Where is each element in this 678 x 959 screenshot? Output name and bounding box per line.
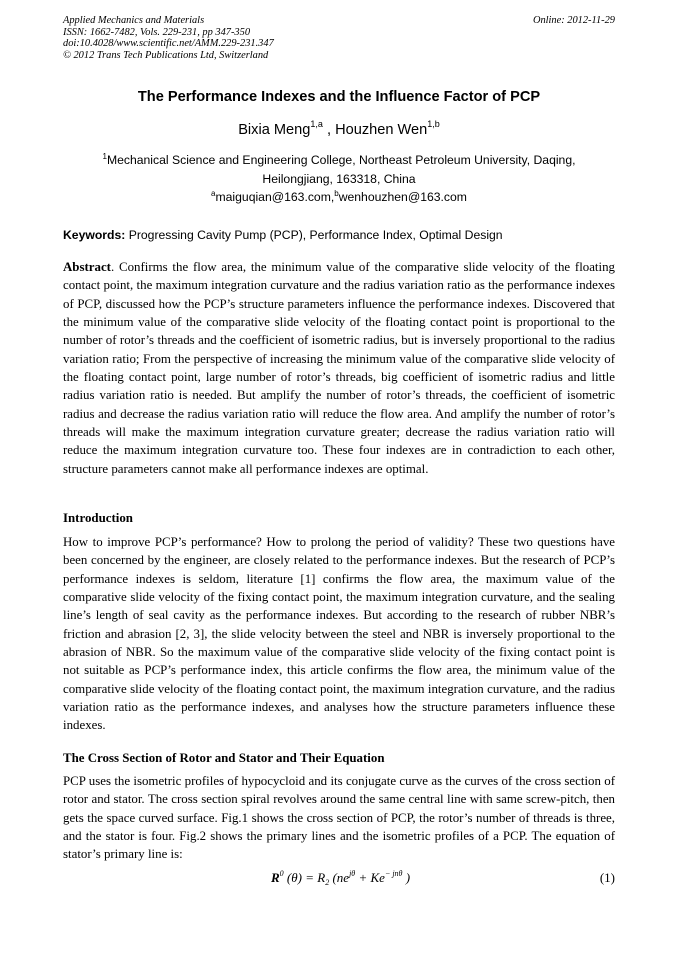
journal-doi: doi:10.4028/www.scientific.net/AMM.229-231.347 xyxy=(63,38,274,49)
online-date: Online: 2012-11-29 xyxy=(532,15,615,26)
author-name: Bixia Meng xyxy=(238,122,311,138)
keywords-label: Keywords: xyxy=(63,228,126,242)
author-separator: , xyxy=(322,122,336,138)
email-line xyxy=(90,188,588,207)
author-affil-mark: 1,b xyxy=(427,119,440,129)
paper-title: The Performance Indexes and the Influence Factor of PCP xyxy=(137,89,541,105)
affiliation-line: $^1$Mechanical Science and Engineering College, Northeast Petroleum University, Daqing, xyxy=(102,152,576,167)
affiliation xyxy=(90,151,588,207)
affil-mark: 1 xyxy=(102,152,107,161)
abstract-paragraph xyxy=(63,258,615,478)
journal-issn: ISSN: 1662-7482, Vols. 229-231, pp 347-350 xyxy=(63,26,251,38)
keywords xyxy=(63,228,623,242)
email-mark: b xyxy=(334,189,339,198)
introduction-paragraph: How to improve PCP’s performance? How to prolong the period of validity? These two questions have been concerned by the engineer, are closely related to the performance indexes. But the research of PCP’s performance indexes is seldom, literature [1] confirms the flow area, the maximum value of the comparative slide velocity of the fixing contact point, the maximum integration curvature, and the sealing line’s length of seal cavity as the performance indexes. But according to the research of rubber NBR’s friction and abrasion [2, 3], the slide velocity between the steel and NBR is inversely proportional to the abrasion of NBR. So the maximum value of the comparative slide velocity of the fixing contact point is not suitable as PCP’s performance index, this article confirms the flow area, the minimum value of the comparative slide velocity of the floating contact point, the maximum integration curvature, and the radius variation ratio as the performance indexes, and analyses how the structure parameters influence these indexes. xyxy=(63,535,615,733)
journal-copyright: © 2012 Trans Tech Publications Ltd, Switzerland xyxy=(63,49,269,61)
equation-number: (1) xyxy=(599,870,615,885)
author-name: Houzhen Wen xyxy=(335,122,428,138)
abstract-label: Abstract xyxy=(63,260,111,274)
abstract-text: . Confirms the flow area, the minimum value of the comparative slide velocity of the floating contact point, the maximum integration curvature and the radius variation ratio as the performance indexes of PCP, discussed how the PCP’s structure parameters influence the performance indexes. Discovered that the minimum value of the comparative slide velocity of the floating contact point is proportional to the number of rotor’s threads and the coefficient of isometric radius, but is inversely proportional to the radius variation ratio; From the perspective of increasing the minimum value of the comparative slide velocity of the floating contact point, large number of rotor’s threads, big coefficient of isometric radius and little radius variation ratio is needed. But amplify the number of rotor’s threads, the coefficient of isometric radius and decrease the radius variation ratio will reduce the flow area. And amplify the number of rotor’s threads will make the maximum integration curvature greater; decrease the radius variation ratio will reduce the maximum integration curvature too. These four indexes are in contradiction to each other, structure parameters cannot make all performance indexes are optimal. xyxy=(63,260,615,476)
email-mark: a xyxy=(211,189,216,198)
section-heading-cross-section: The Cross Section of Rotor and Stator and Their Equation xyxy=(63,751,385,765)
email-b: wenhouzhen@163.com xyxy=(338,190,467,204)
journal-name: Applied Mechanics and Materials xyxy=(63,15,205,26)
cross-section-paragraph: PCP uses the isometric profiles of hypocycloid and its conjugate curve as the curves of the cross section of rotor and stator. The cross section spiral revolves around the same central line with same screw-pitch, then gets the space curved surface. Fig.1 shows the cross section of PCP, the rotor’s number of threads is three, and the stator is four. Fig.2 shows the primary lines and the isometric profiles of a PCP. The equation of stator’s primary line is: xyxy=(63,774,615,862)
section-heading-introduction: Introduction xyxy=(63,511,133,525)
author-line xyxy=(63,119,615,138)
equation-1: $R^0$ $(\theta) = R_2$ ($ne^{j\theta} + Ke^{- jn\theta}$ ) xyxy=(271,869,411,887)
affiliation-line: Heilongjiang, 163318, China xyxy=(262,171,416,186)
email-a: maiguqian@163.com, xyxy=(215,190,335,204)
author-affil-mark: 1,a xyxy=(310,119,323,129)
journal-header xyxy=(63,15,615,61)
keywords-text: Progressing Cavity Pump (PCP), Performance Index, Optimal Design xyxy=(125,228,503,242)
